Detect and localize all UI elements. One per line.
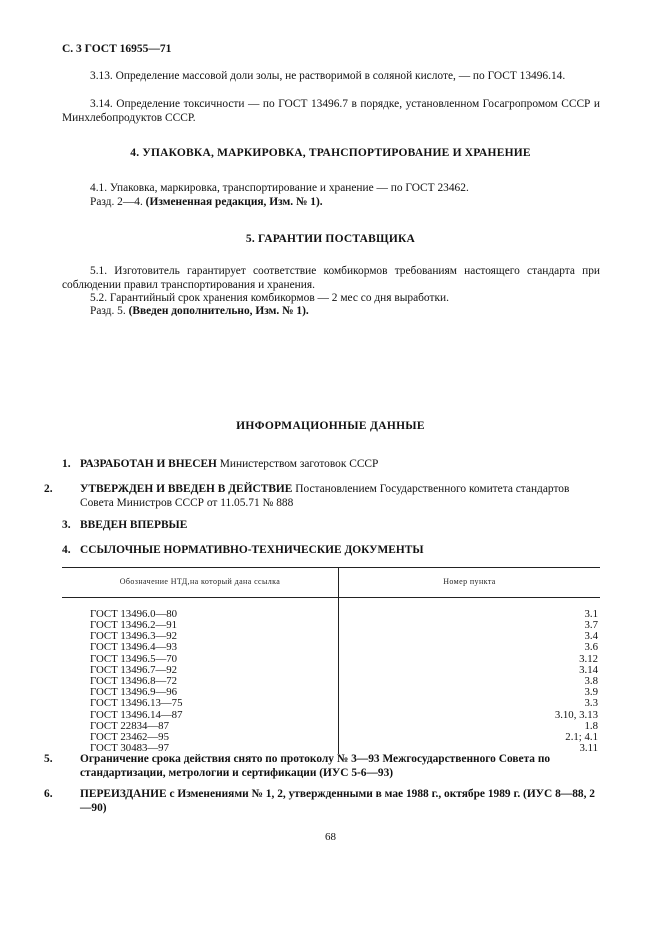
item-number: 1. [62,458,71,470]
item-number: 3. [62,519,71,531]
clause-5-2: 5.2. Гарантийный срок хранения комбикормов — 2 мес со дня выработки. [90,292,449,304]
item-number: 2. [44,483,53,495]
cell-document: ГОСТ 13496.4—93 [62,642,339,653]
column-header-clause: Номер пункта [339,568,601,598]
cell-document: ГОСТ 13496.7—92 [62,665,339,676]
info-title: ИНФОРМАЦИОННЫЕ ДАННЫЕ [236,420,425,432]
item-bold: УТВЕРЖДЕН И ВВЕДЕН В ДЕЙСТВИЕ [80,483,293,495]
cell-clause: 1.8 [584,719,598,732]
cell-document: ГОСТ 13496.2—91 [62,620,339,631]
table-row [62,642,600,653]
section-5-title: 5. ГАРАНТИИ ПОСТАВЩИКА [245,233,416,245]
info-item-3 [62,519,602,533]
item-text: Министерством заготовок СССР [219,458,379,470]
item-bold: РАЗРАБОТАН И ВНЕСЕН [80,458,217,470]
cell-clause: 3.4 [584,630,598,643]
section-4-title: 4. УПАКОВКА, МАРКИРОВКА, ТРАНСПОРТИРОВАНИЕ И ХРАНЕНИЕ [130,147,531,159]
clause-5-1: 5.1. Изготовитель гарантирует соответствие комбикормов требованиям настоящего стандарта при соблюдении правил транспортирования и хранения. [62,265,600,291]
cell-clause: 3.10, 3.13 [554,708,598,721]
page-number: 68 [325,831,336,843]
cell-document: ГОСТ 30483—97 [62,743,339,754]
item-number: 6. [44,788,53,800]
cell-clause: 2.1; 4.1 [565,730,598,743]
cell-document: ГОСТ 13496.0—80 [62,597,339,620]
cell-document: ГОСТ 13496.8—72 [62,676,339,687]
info-item-2 [44,483,602,511]
cell-document: ГОСТ 13496.14—87 [62,710,339,721]
note-bold: (Введен дополнительно, Изм. № 1). [128,305,309,317]
cell-clause: 3.9 [584,686,598,699]
cell-document: ГОСТ 13496.13—75 [62,698,339,709]
cell-clause: 3.6 [584,641,598,654]
cell-clause: 3.11 [579,742,598,755]
cell-clause: 3.3 [584,697,598,710]
cell-document: ГОСТ 13496.9—96 [62,687,339,698]
item-bold: ССЫЛОЧНЫЕ НОРМАТИВНО-ТЕХНИЧЕСКИЕ ДОКУМЕНТЫ [80,544,424,556]
cell-document: ГОСТ 13496.3—92 [62,631,339,642]
cell-clause: 3.14 [579,663,598,676]
clause-4-1: 4.1. Упаковка, маркировка, транспортирование и хранение — по ГОСТ 23462. [90,182,469,194]
section-5-note [62,305,600,319]
info-item-6 [44,788,602,816]
clause-3-14: 3.14. Определение токсичности — по ГОСТ 13496.7 в порядке, установленном Госагропромом СССР и Минхлебопродуктов СССР. [62,98,600,124]
item-text: с Изменениями № 1, 2, утвержденными в мае 1988 г., октябре 1989 г. (ИУС 8—88, 2—90) [80,788,595,814]
column-header-document: Обозначение НТД,на который дана ссылка [62,568,339,598]
table-row [62,698,600,709]
cell-clause: 3.7 [584,618,598,631]
table-row [62,597,600,620]
info-item-1 [62,458,602,472]
item-number: 5. [44,753,53,765]
cell-clause: 3.12 [579,652,598,665]
item-bold: ВВЕДЕН ВПЕРВЫЕ [80,519,188,531]
note-prefix: Разд. 2—4. [90,196,143,208]
item-number: 4. [62,544,71,556]
item-text: Постановлением Государственного комитета стандартов Совета Министров СССР от 11.05.71 № 888 [80,483,570,509]
cell-clause: 3.1 [584,607,598,620]
section-4-note [62,196,600,210]
item-text: Ограничение срока действия снято по протоколу № 3—93 Межгосударственного Совета по стандартизации, метрологии и сертификации (ИУС 5-6—93) [80,753,551,779]
cell-document: ГОСТ 13496.5—70 [62,654,339,665]
reference-table [62,567,600,754]
cell-document: ГОСТ 22834—87 [62,721,339,732]
info-item-4 [62,544,602,558]
table-header-row [62,568,600,598]
note-bold: (Измененная редакция, Изм. № 1). [145,196,323,208]
cell-document: ГОСТ 23462—95 [62,732,339,743]
clause-3-13: 3.13. Определение массовой доли золы, не растворимой в соляной кислоте, — по ГОСТ 13496.14. [90,70,566,82]
info-item-5 [44,753,602,781]
note-prefix: Разд. 5. [90,305,126,317]
page-header: С. 3 ГОСТ 16955—71 [62,43,172,55]
table-body [62,597,600,754]
cell-clause: 3.8 [584,674,598,687]
item-bold: ПЕРЕИЗДАНИЕ [80,788,167,800]
